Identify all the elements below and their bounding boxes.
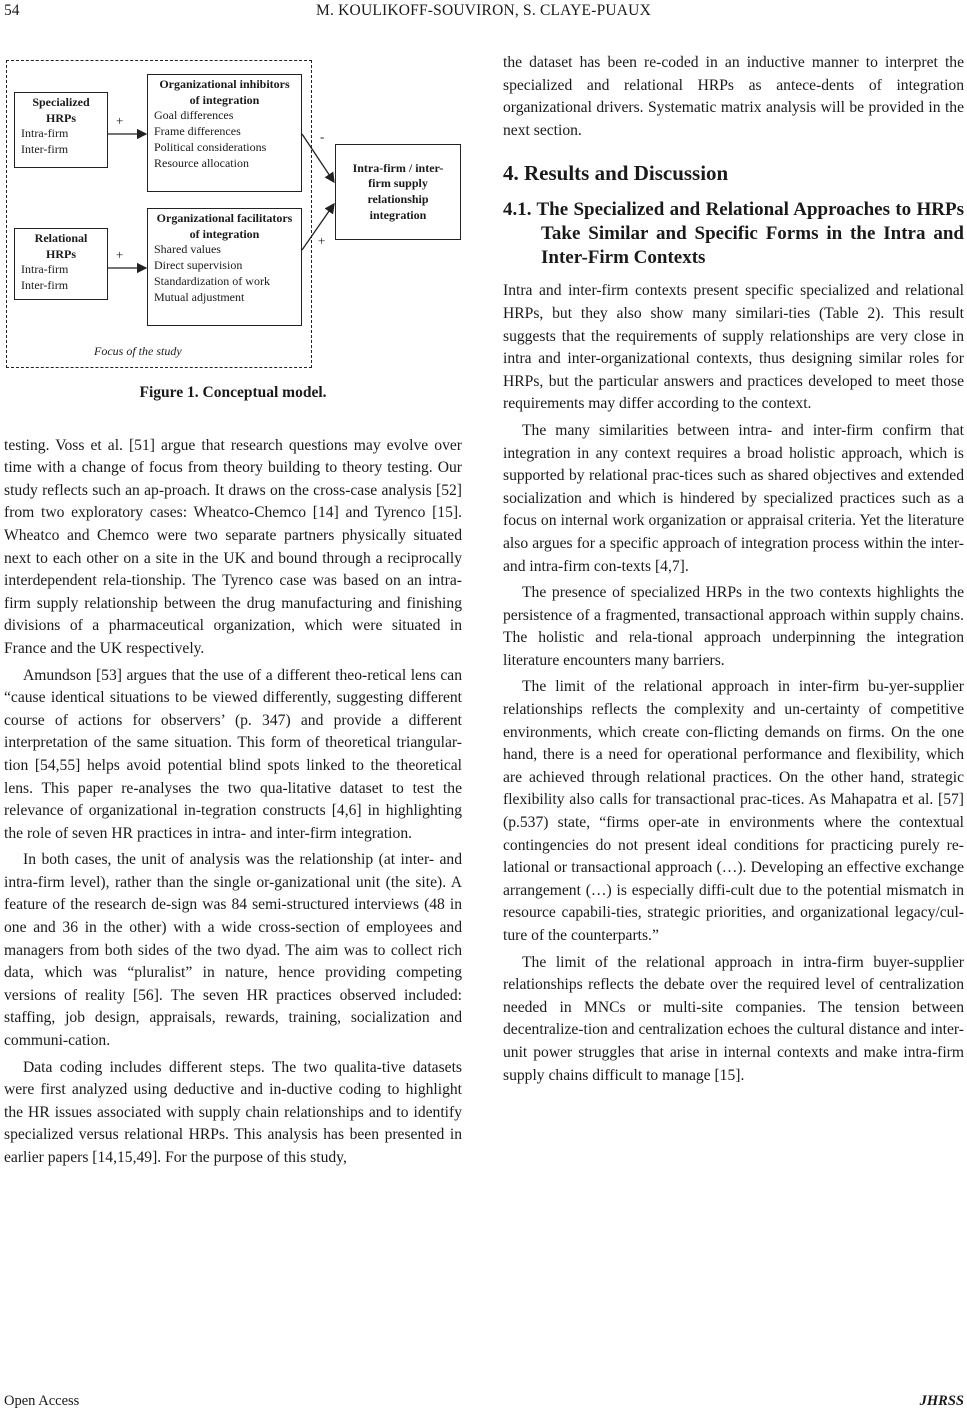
box-item: Resource allocation: [154, 155, 249, 170]
relational-hrps-box: [14, 228, 108, 300]
outcome-box: [335, 144, 461, 240]
sign-facil-out: +: [318, 233, 326, 248]
figure-caption: Figure 1. Conceptual model.: [139, 384, 327, 401]
subsection-heading: 4.1. The Specialized and Relational Approaches to HRPs Take Similar and Specific Forms in the Intra and Inter-Firm Contexts: [503, 199, 964, 269]
box-title: Organizational inhibitors of integration: [159, 77, 290, 107]
box-item: Standardization of work: [154, 273, 270, 288]
sign-rel-facil: +: [116, 247, 124, 262]
paragraph: Data coding includes different steps. The two qualita-tive datasets were first analyzed using deductive and in-ductive coding to highlight the HR issues associated with supply chain relationships and to identify specialized versus relational HRPs. This analysis has been presented in earlier papers [14,15,49]. For the purpose of this study,: [4, 1058, 462, 1166]
box-title: Relational HRPs: [34, 231, 88, 261]
section-heading: 4. Results and Discussion: [503, 161, 729, 186]
box-item: Inter-firm: [21, 278, 69, 293]
box-item: Shared values: [154, 242, 221, 257]
box-item: Direct supervision: [154, 258, 243, 273]
paragraph: The limit of the relational approach in intra-firm buyer-supplier relationships reflects the debate over the required level of centralization needed in MNCs or multi-site companies. The tension between decentralize-tion and centralization echoes the cultural distance and inter-unit power struggles that arise in internal contexts and make intra-firm supply chains difficult to manage [15].: [503, 953, 964, 1084]
focus-label: Focus of the study: [94, 344, 182, 358]
box-item: Political considerations: [154, 139, 267, 154]
paragraph: testing. Voss et al. [51] argue that research questions may evolve over time with a change of focus from theory building to theory testing. Our study reflects such an ap-proach. It draws on the cross-case analysis [52] from two exploratory cases: Wheatco-Chemco [14] and Tyrenco [15]. Wheatco and Chemco were two separate partners physically situated next to each other on a site in the UK and bound through a reciprocally interdependent rela-tionship. The Tyrenco case was based on an intra-firm supply relationship between the drug manufacturing and finishing divisions of a pharmaceutical organization, which were situated in France and the UK respectively.: [4, 436, 462, 657]
arrow-inhibitors-to-outcome: [302, 134, 334, 182]
running-head: [0, 0, 967, 24]
inhibitors-box: [147, 74, 302, 192]
box-item: Intra-firm: [21, 262, 69, 277]
right-column: [503, 52, 964, 1091]
box-item: Intra-firm: [21, 126, 69, 141]
paragraph: the dataset has been re-coded in an inductive manner to interpret the specialized and relational HRPs as antece-dents of integration organizational drivers. Systematic matrix analysis will be provided in the next section.: [503, 54, 964, 139]
paragraph: In both cases, the unit of analysis was the relationship (at inter- and intra-firm level), rather than the single or-ganizational unit (the site). A feature of the research de-sign was 84 semi-structured interviews (48 in one and 36 in the other) with a wide cross-section of employees and managers from both sides of the two dyad. The aim was to collect rich data, which was “pluralist” in nature, hence providing competing versions of reality [56]. The seven HR practices observed included: staffing, job design, appraisals, rewards, training, socialization and communi-cation.: [4, 851, 462, 1050]
paragraph: Intra and inter-firm contexts present specific specialized and relational HRPs, but they also show many similari-ties (Table 2). This result suggests that the requirements of supply relationships are very close in intra and inter-organizational contexts, thus designing similar roles for HRPs, but the particular answers and practices developed to meet those requirements may differ according to the context.: [503, 282, 964, 413]
left-column: [4, 52, 462, 1174]
box-item: Goal differences: [154, 108, 234, 123]
paragraph: The limit of the relational approach in inter-firm bu-yer-supplier relationships reflects the complexity and un-certainty of competitive environments, which create con-flicting demands on firms. On the one hand, there is a need for operational performance and flexibility, which are achieved through relational practices. On the other hand, strategic flexibility also calls for transactional prac-tices. As Mahapatra et al. [57] (p.537) state, “firms oper-ate in environments where the contextual contingencies do not present ideal conditions for practicing purely re-lational or transactional approach (…). Developing an effective exchange arrangement (…) is especially diffi-cult due to the potential mismatch in resource capabili-ties, strategic priorities, and organizational legacy/cul-ture of the counterparts.”: [503, 678, 964, 944]
sign-inhib-out: -: [320, 129, 325, 144]
sign-spec-inhib: +: [116, 113, 124, 128]
specialized-hrps-box: [14, 92, 108, 168]
box-title: Intra-firm / inter-firm supply relationship integration: [352, 160, 444, 222]
box-title: Organizational facilitators of integration: [156, 211, 293, 241]
box-item: Inter-firm: [21, 142, 69, 157]
paragraph: The many similarities between intra- and inter-firm confirm that integration in any context requires a broad holistic approach, which is supported by relational prac-tices such as shared objectives and extended socialization and which is hindered by specialized practices such as a focus on internal work organization or appraisal criteria. Yet the literature also argues for a specific approach of integration process within the inter- and intra-firm con-texts [4,7].: [503, 421, 964, 575]
page-number: 54: [4, 2, 20, 19]
paragraph: The presence of specialized HRPs in the two contexts highlights the persistence of a fragmented, transactional approach within supply chains. The holistic and rela-tional approach underpinning the integration literature encounters many barriers.: [503, 584, 964, 669]
journal-name: JHRSS: [919, 1393, 964, 1409]
facilitators-box: [147, 208, 302, 326]
box-title: Specialized HRPs: [32, 95, 90, 125]
open-access-label: Open Access: [4, 1393, 80, 1409]
conceptual-model-figure: [4, 52, 462, 374]
running-authors: M. KOULIKOFF-SOUVIRON, S. CLAYE-PUAUX: [316, 2, 651, 19]
box-item: Frame differences: [154, 124, 241, 139]
box-item: Mutual adjustment: [154, 289, 245, 304]
paragraph: Amundson [53] argues that the use of a different theo-retical lens can “cause identical situations to be viewed differently, suggesting different course of actions for observers’ (p. 347) and provide a different interpretation of the same situation. This form of theoretical triangular-tion [54,55] helps avoid potential blind spots linked to the theoretical lens. This paper re-analyses the two qua-litative dataset to test the relevance of organizational in-tegration constructs [4,6] in highlighting the role of seven HR practices in intra- and inter-firm integration.: [4, 666, 462, 842]
